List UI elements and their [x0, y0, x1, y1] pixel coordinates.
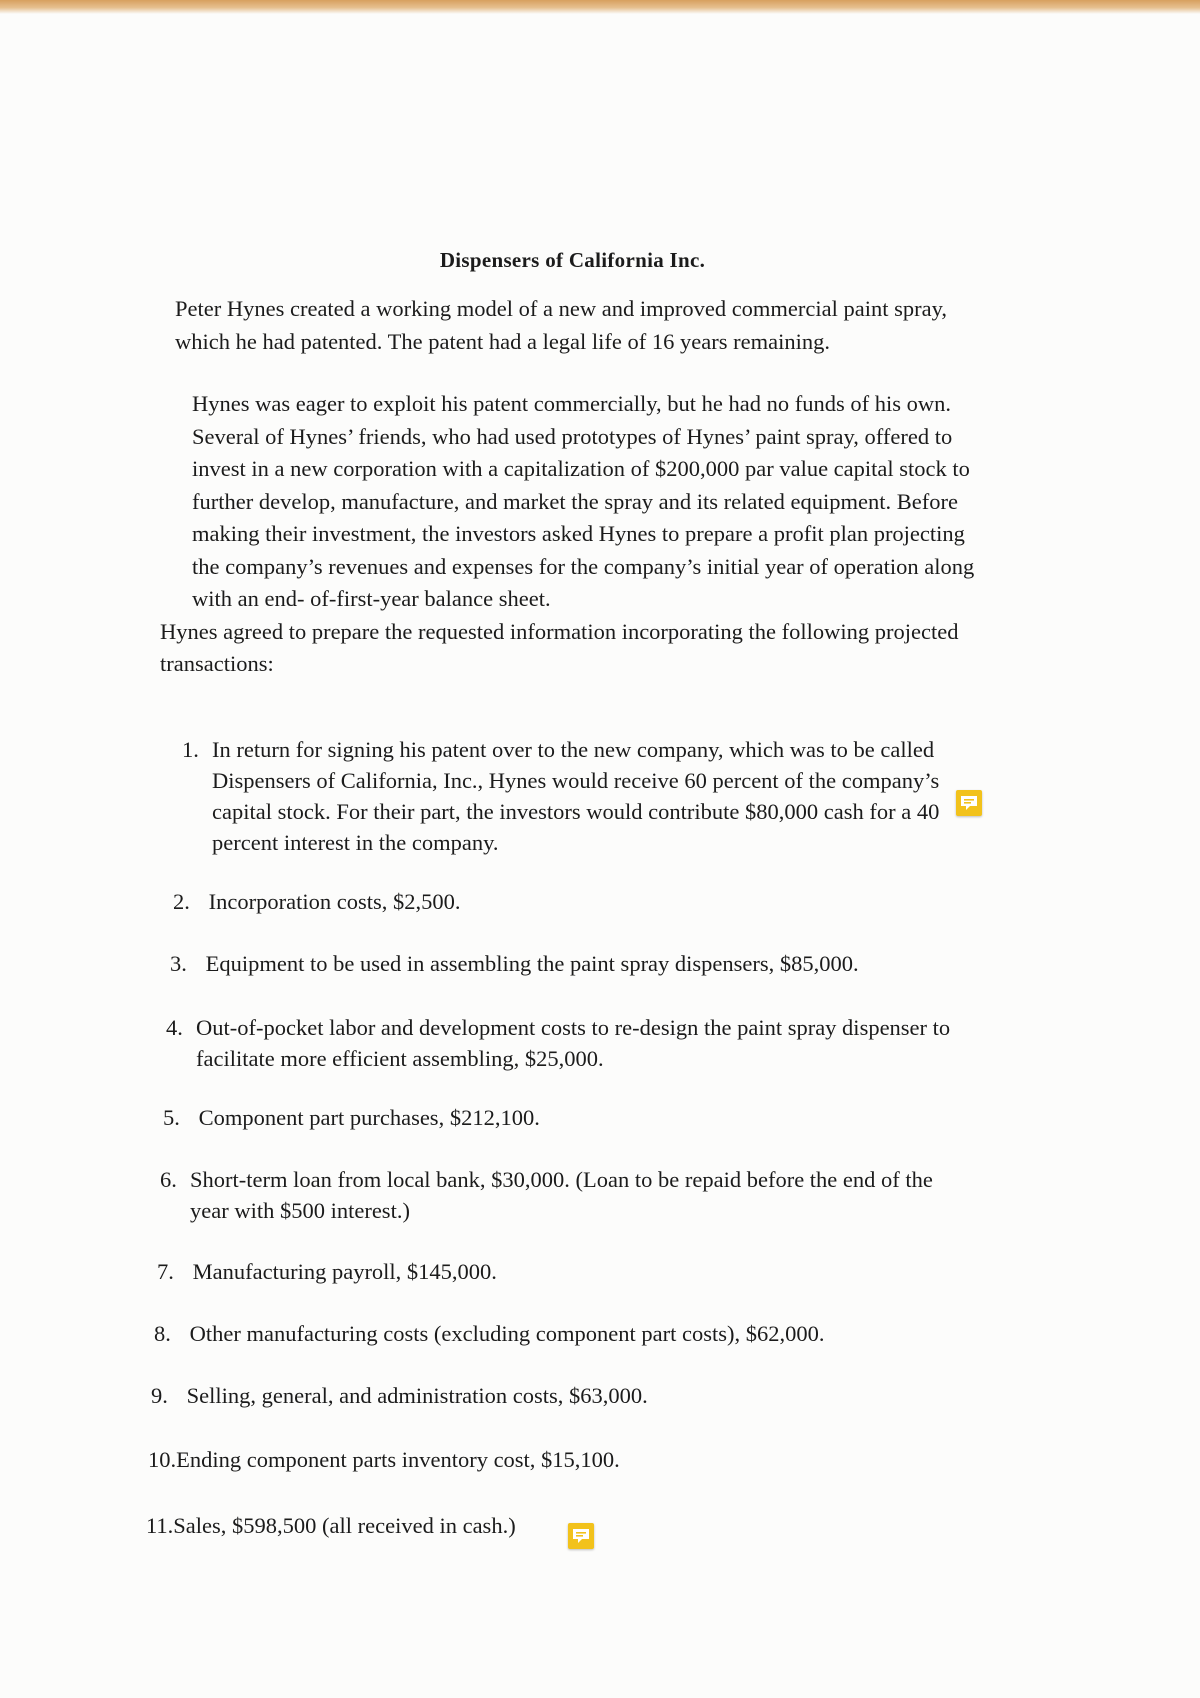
list-item-text: In return for signing his patent over to the new company, which was to be called Dispensers of California, Inc., Hynes would receive 60 percent of the company’s capital stock. For their part, the investors would contribute $80,000 cash for a 40 percent interest in the company. [212, 737, 940, 855]
list-item [166, 1012, 956, 1074]
list-item-number: 5. [163, 1105, 180, 1130]
list-item-number: 11. [146, 1513, 174, 1538]
list-item [182, 734, 942, 858]
list-item [170, 948, 990, 979]
list-item-number: 2. [173, 889, 190, 914]
list-item [157, 1256, 957, 1287]
list-item-text: Short-term loan from local bank, $30,000. (Loan to be repaid before the end of the year with $500 interest.) [190, 1167, 933, 1223]
list-item-number: 8. [154, 1321, 171, 1346]
document-title: Dispensers of California Inc. [439, 248, 706, 272]
list-item-number: 7. [157, 1259, 174, 1284]
list-item-text: Equipment to be used in assembling the paint spray dispensers, $85,000. [205, 951, 859, 976]
list-item-number: 1. [182, 737, 199, 762]
list-item-number: 10. [148, 1447, 177, 1472]
list-item-text: Component part purchases, $212,100. [198, 1105, 540, 1130]
context-paragraph: Hynes was eager to exploit his patent commercially, but he had no funds of his own. Several of Hynes’ friends, who had used prototypes of Hynes’ paint spray, offered to invest in a new corporation with a capitalization of $200,000 par value capital stock to further develop, manufacture, and market the spray and its related equipment. Before making their investment, the investors asked Hynes to prepare a profit plan projecting the company’s revenues and expenses for the company’s initial year of operation along with an end- of-first-year balance sheet. [192, 391, 975, 611]
list-item [148, 1444, 968, 1475]
list-item-text: Other manufacturing costs (excluding component part costs), $62,000. [189, 1321, 825, 1346]
intro-paragraph: Peter Hynes created a working model of a new and improved commercial paint spray, which he had patented. The patent had a legal life of 16 years remaining. [175, 296, 948, 354]
list-item-text: Ending component parts inventory cost, $15,100. [176, 1447, 620, 1472]
list-item-text: Out-of-pocket labor and development costs to re-design the paint spray dispenser to facilitate more efficient assembling, $25,000. [196, 1015, 951, 1071]
comment-icon[interactable] [956, 790, 982, 816]
list-item [173, 886, 973, 917]
list-item-text: Manufacturing payroll, $145,000. [192, 1259, 497, 1284]
list-item [151, 1380, 971, 1411]
list-item-number: 3. [170, 951, 187, 976]
comment-icon[interactable] [568, 1523, 594, 1549]
context-paragraph-transactions: Hynes agreed to prepare the requested information incorporating the following projected transactions: [160, 618, 959, 676]
list-item-text: Sales, $598,500 (all received in cash.) [173, 1513, 516, 1538]
list-item-number: 6. [160, 1167, 177, 1192]
comment-glyph-icon [571, 1527, 591, 1545]
comment-glyph-icon [959, 794, 979, 812]
list-item [146, 1510, 966, 1541]
list-item [160, 1164, 950, 1226]
list-item-text: Incorporation costs, $2,500. [208, 889, 461, 914]
list-item [163, 1102, 963, 1133]
list-item-number: 9. [151, 1383, 168, 1408]
list-item-number: 4. [166, 1015, 183, 1040]
list-item [154, 1318, 974, 1349]
list-item-text: Selling, general, and administration costs, $63,000. [186, 1383, 648, 1408]
